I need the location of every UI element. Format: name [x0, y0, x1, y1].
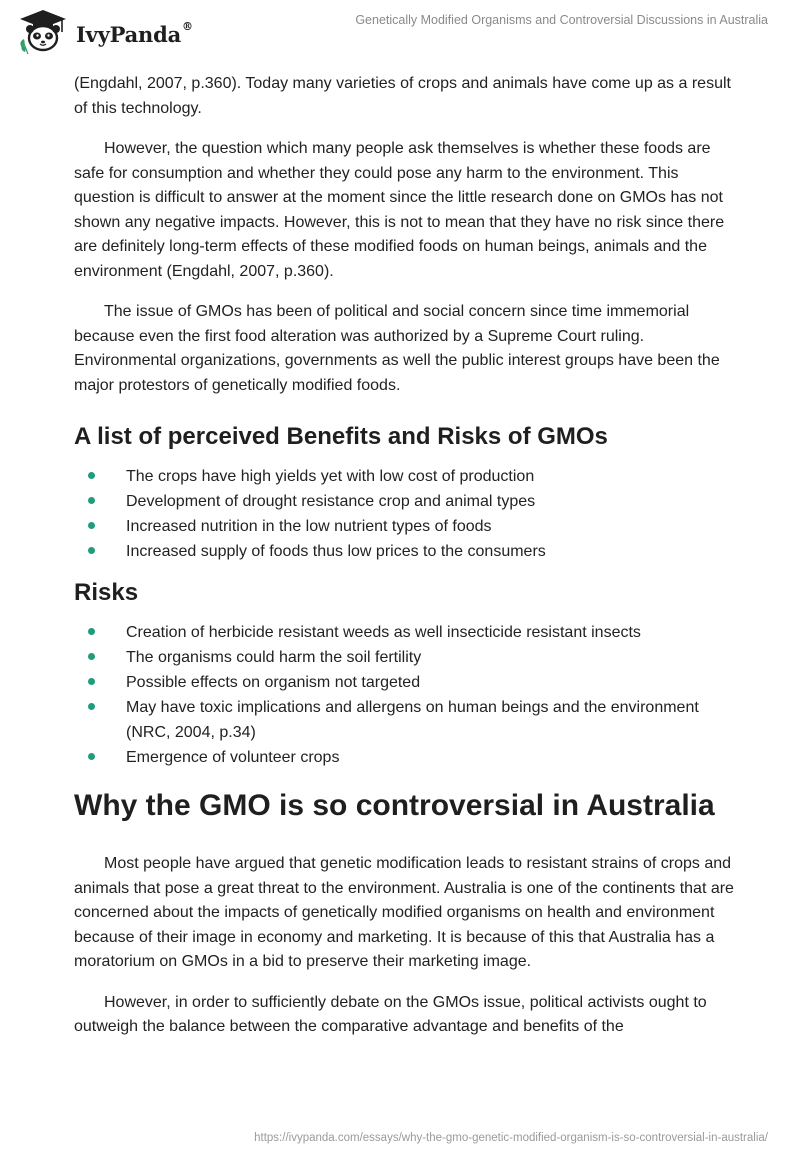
- paragraph: However, in order to sufficiently debate on the GMOs issue, political activists ought to outweigh the balance between the comparative advantage and benefits of the: [74, 993, 707, 1035]
- section-heading: Why the GMO is so controversial in Australia: [74, 789, 715, 822]
- list-item: Emergence of volunteer crops: [74, 745, 734, 770]
- bullet-icon: [88, 653, 95, 660]
- source-url-link[interactable]: https://ivypanda.com/essays/why-the-gmo-genetic-modified-organism-is-so-controversial-in-australia/: [254, 1132, 768, 1144]
- paragraph: However, the question which many people ask themselves is whether these foods are safe for consumption and whether they could pose any harm to the environment. This question is difficult to answer at the moment since the little research done on GMOs has not shown any negative impacts. However, this is not to mean that they have no risk since there are definitely long-term effects of these modified foods on human beings, animals and the environment (Engdahl, 2007, p.360).: [74, 140, 725, 280]
- bullet-icon: [88, 753, 95, 760]
- ivypanda-logo[interactable]: [16, 8, 193, 56]
- paragraph: (Engdahl, 2007, p.360). Today many varieties of crops and animals have come up as a result of this technology.: [74, 75, 731, 117]
- bullet-icon: [88, 522, 95, 529]
- bullet-icon: [88, 703, 95, 710]
- list-item: The organisms could harm the soil fertility: [74, 645, 734, 670]
- benefits-list: [74, 464, 734, 564]
- panda-graduate-icon: [16, 8, 70, 56]
- page-header: [0, 0, 800, 66]
- bullet-icon: [88, 497, 95, 504]
- list-item: Increased supply of foods thus low prices to the consumers: [74, 539, 734, 564]
- list-item: Development of drought resistance crop and animal types: [74, 489, 734, 514]
- bullet-icon: [88, 547, 95, 554]
- risks-list: [74, 620, 734, 770]
- list-item: The crops have high yields yet with low cost of production: [74, 464, 734, 489]
- bullet-icon: [88, 472, 95, 479]
- list-item: Creation of herbicide resistant weeds as well insecticide resistant insects: [74, 620, 734, 645]
- bullet-icon: [88, 678, 95, 685]
- list-item: Possible effects on organism not targeted: [74, 670, 734, 695]
- bullet-icon: [88, 628, 95, 635]
- list-item: May have toxic implications and allergens on human beings and the environment (NRC, 2004, p.34): [74, 695, 734, 745]
- document-title: Genetically Modified Organisms and Controversial Discussions in Australia: [355, 13, 768, 27]
- list-item: Increased nutrition in the low nutrient types of foods: [74, 514, 734, 539]
- brand-name: IvyPanda®: [76, 19, 193, 47]
- essay-content: [74, 72, 734, 1056]
- benefits-heading: A list of perceived Benefits and Risks of GMOs: [74, 423, 608, 450]
- risks-heading: Risks: [74, 579, 139, 606]
- paragraph: Most people have argued that genetic modification leads to resistant strains of crops and animals that pose a great threat to the environment. Australia is one of the continents that are concerned about the impacts of genetically modified organisms on health and environment because of their image in economy and marketing. It is because of this that Australia has a moratorium on GMOs in a bid to preserve their marketing image.: [74, 855, 734, 970]
- paragraph: The issue of GMOs has been of political and social concern since time immemorial because even the first food alteration was authorized by a Supreme Court ruling. Environmental organizations, governments as well the public interest groups have been the major protestors of genetically modified foods.: [74, 303, 720, 394]
